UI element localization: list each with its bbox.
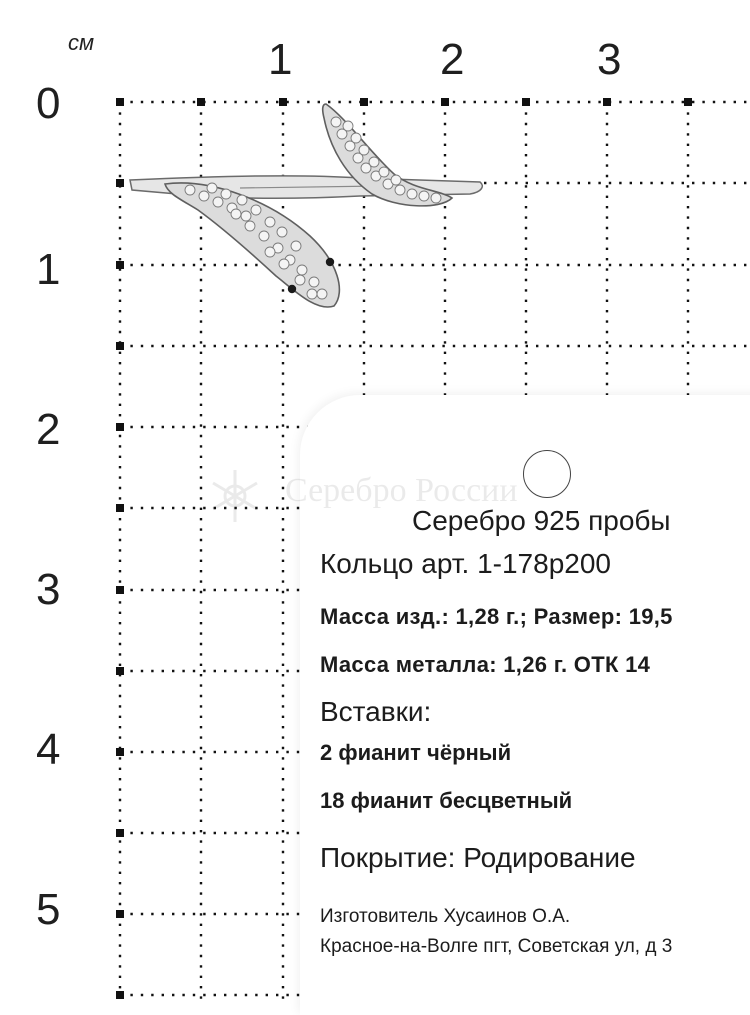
- stone: [369, 157, 379, 167]
- left-ruler-4: 4: [36, 725, 61, 774]
- stone: [241, 211, 251, 221]
- stone: [279, 259, 289, 269]
- snowflake-logo-icon: [205, 466, 265, 526]
- tag-inserts-heading: Вставки:: [320, 696, 432, 727]
- snake-head-left: [165, 183, 339, 307]
- left-ruler-5: 5: [36, 885, 61, 934]
- left-ruler-0: 0: [36, 79, 61, 128]
- stone: [245, 221, 255, 231]
- top-ruler-1: 1: [268, 35, 293, 84]
- stone: [231, 209, 241, 219]
- top-ruler-3: 3: [597, 35, 622, 84]
- stone: [395, 185, 405, 195]
- stone: [237, 195, 247, 205]
- stone: [419, 191, 429, 201]
- stone: [379, 167, 389, 177]
- stone: [407, 189, 417, 199]
- stone: [297, 265, 307, 275]
- stone: [317, 289, 327, 299]
- stone: [265, 217, 275, 227]
- stone: [343, 121, 353, 131]
- black-stone-1: [288, 285, 296, 293]
- stone: [265, 247, 275, 257]
- stone: [199, 191, 209, 201]
- left-ruler-1: 1: [36, 245, 61, 294]
- left-ruler-2: 2: [36, 405, 61, 454]
- stone: [185, 185, 195, 195]
- stone: [351, 133, 361, 143]
- tag-article: Кольцо арт. 1-178р200: [320, 548, 611, 579]
- stone: [213, 197, 223, 207]
- top-ruler-2: 2: [440, 35, 465, 84]
- tag-insert-1: 2 фианит чёрный: [320, 740, 512, 765]
- stone: [391, 175, 401, 185]
- stone: [359, 145, 369, 155]
- stone: [295, 275, 305, 285]
- stone: [307, 289, 317, 299]
- tag-metal-mass: Масса металла: 1,26 г. ОТК 14: [320, 652, 651, 677]
- tag-mass-size: Масса изд.: 1,28 г.; Размер: 19,5: [320, 604, 673, 629]
- watermark-text: Серебро России: [285, 472, 518, 509]
- stone: [431, 193, 441, 203]
- stone: [291, 241, 301, 251]
- unit-label: см: [68, 30, 95, 55]
- stone: [309, 277, 319, 287]
- stone: [331, 117, 341, 127]
- tag-address: Красное-на-Волге пгт, Советская ул, д 3: [320, 936, 673, 957]
- stone: [207, 183, 217, 193]
- tag-title: Серебро 925 пробы: [412, 505, 671, 536]
- tag-insert-2: 18 фианит бесцветный: [320, 788, 573, 813]
- black-stone-2: [326, 258, 334, 266]
- stone: [277, 227, 287, 237]
- stone: [259, 231, 269, 241]
- left-ruler-3: 3: [36, 565, 61, 614]
- tag-manufacturer: Изготовитель Хусаинов О.А.: [320, 906, 571, 927]
- stone: [251, 205, 261, 215]
- tag-coating: Покрытие: Родирование: [320, 842, 636, 873]
- stone: [221, 189, 231, 199]
